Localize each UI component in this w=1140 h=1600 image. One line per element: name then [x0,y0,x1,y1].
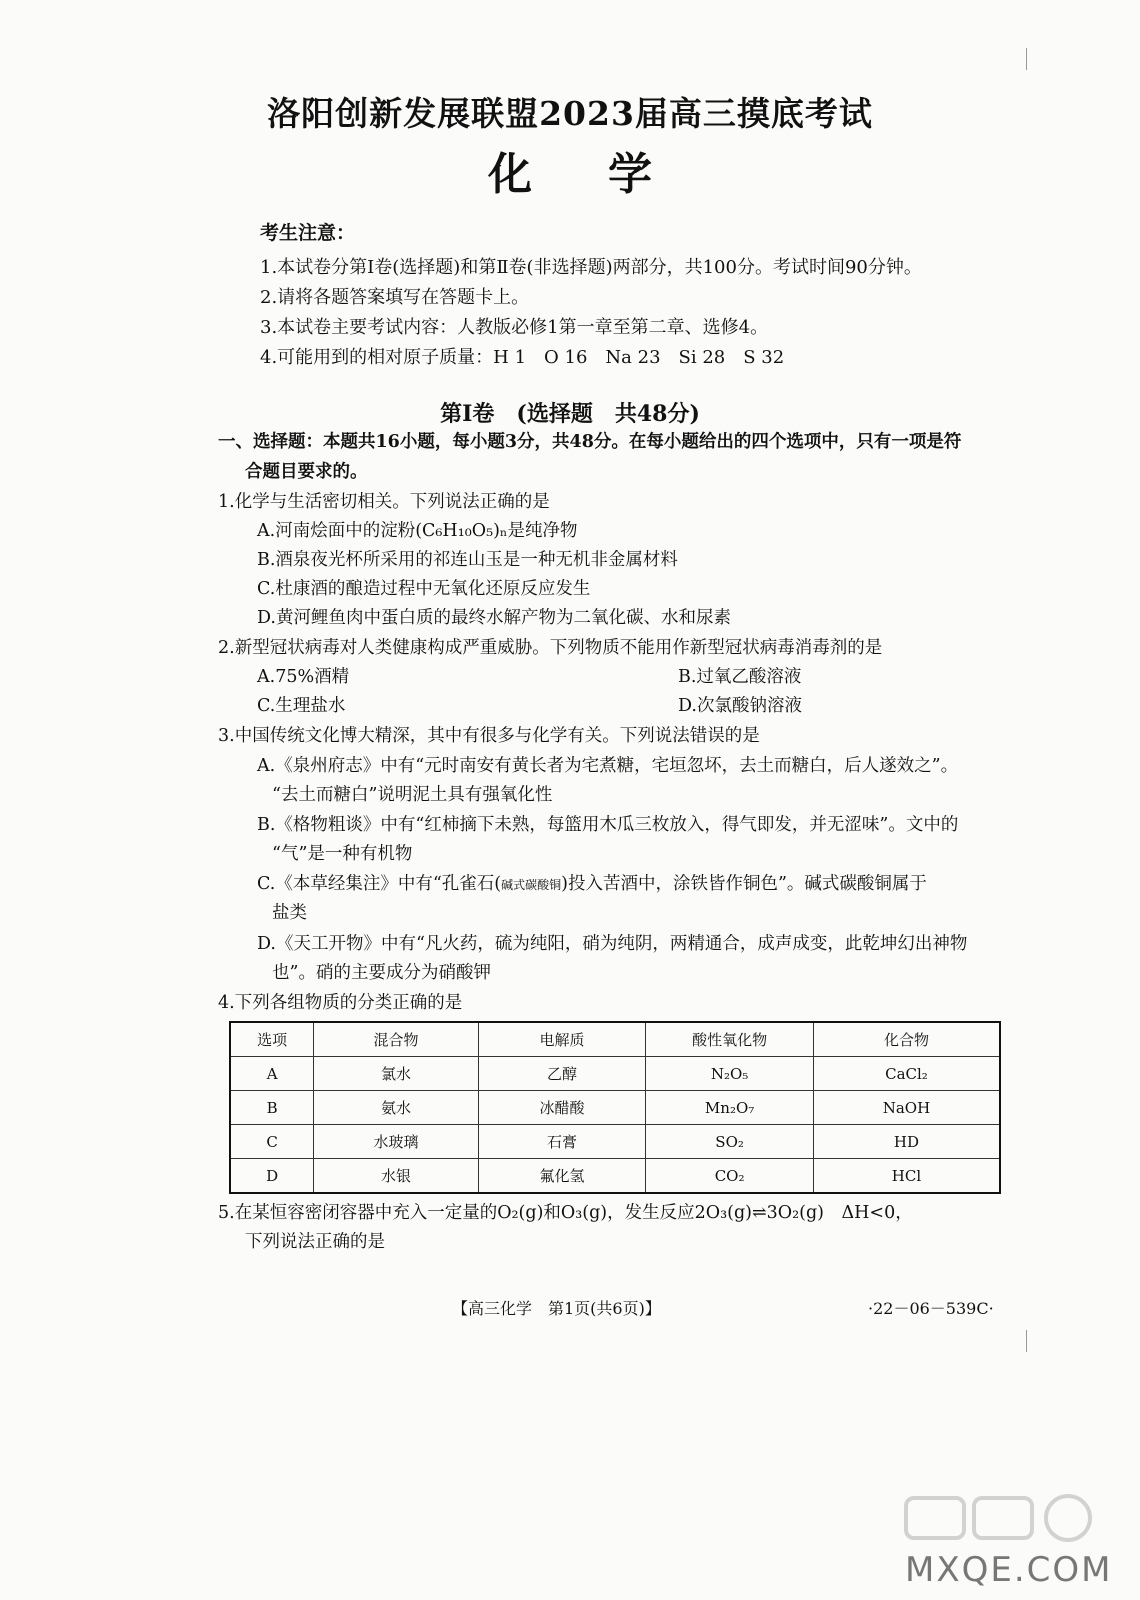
option-c-continued: 盐类 [272,903,307,923]
table-header: 电解质 [478,1022,646,1057]
table-row [230,1057,1000,1091]
table-cell: NaOH [813,1091,1000,1125]
scan-mark [1026,1330,1027,1352]
option-b: B.酒泉夜光杯所采用的祁连山玉是一种无机非金属材料 [257,550,678,570]
table-cell: 氟化氢 [478,1159,646,1194]
option-a: A.《泉州府志》中有“元时南安有黄长者为宅煮糖，宅垣忽坏，去土而糖白，后人遂效之”。 [257,756,959,776]
option-c-note: 碱式碳酸铜 [501,878,562,892]
option-a-continued: “去土而糖白”说明泥土具有强氧化性 [272,785,553,805]
subject-title: 化学 [488,149,728,200]
option-c: C.生理盐水 [257,696,346,716]
table-cell: SO₂ [646,1125,814,1159]
exam-title: 洛阳创新发展联盟2023届高三摸底考试 [267,94,873,133]
scan-mark [1026,48,1027,70]
option-a: A.75%酒精 [257,667,350,687]
notice-heading: 考生注意： [260,222,356,244]
table-header: 化合物 [813,1022,1000,1057]
table-cell: Mn₂O₇ [646,1091,814,1125]
notice-item: 2.请将各题答案填写在答题卡上。 [260,287,530,308]
table-row [230,1125,1000,1159]
table-row [230,1091,1000,1125]
option-c [257,870,927,899]
instruction-line: 合题目要求的。 [245,462,368,482]
table-header: 酸性氧化物 [646,1022,814,1057]
option-b: B.《格物粗谈》中有“红柿摘下未熟，每篮用木瓜三枚放入，得气即发，并无涩味”。文中的 [257,815,959,835]
option-c: C.杜康酒的酿造过程中无氧化还原反应发生 [257,579,591,599]
notice-item: 4.可能用到的相对原子质量：H 1 O 16 Na 23 Si 28 S 32 [260,347,785,368]
option-d: D.《天工开物》中有“凡火药，硫为纯阳，硝为纯阴，两精通合，成声成变，此乾坤幻出神物 [257,934,968,954]
option-b-continued: “气”是一种有机物 [272,844,413,864]
table-header-row [230,1022,1000,1057]
option-d: D.次氯酸钠溶液 [678,696,802,716]
table-cell: 水玻璃 [314,1125,479,1159]
option-c-text: C.《本草经集注》中有“孔雀石( [257,874,502,894]
table-cell: 水银 [314,1159,479,1194]
notice-item: 3.本试卷主要考试内容：人教版必修1第一章至第二章、选修4。 [260,317,769,338]
table-cell: 冰醋酸 [478,1091,646,1125]
instruction-line: 一、选择题：本题共16小题，每小题3分，共48分。在每小题给出的四个选项中，只有一项是符 [218,432,962,452]
table-cell: HD [813,1125,1000,1159]
table-cell: 氨水 [314,1091,479,1125]
candidate-notice [260,218,922,373]
table-cell: 乙醇 [478,1057,646,1091]
table-cell: CO₂ [646,1159,814,1194]
table-cell: 石膏 [478,1125,646,1159]
table-cell: C [230,1125,314,1159]
table-cell: HCl [813,1159,1000,1194]
option-d: D.黄河鲤鱼肉中蛋白质的最终水解产物为二氧化碳、水和尿素 [257,608,731,628]
table-cell: N₂O₅ [646,1057,814,1091]
option-c-text: )投入苦酒中，涂铁皆作铜色”。碱式碳酸铜属于 [561,874,927,894]
watermark-text: MXQE.COM [905,1550,1113,1590]
question-stem: 1.化学与生活密切相关。下列说法正确的是 [218,492,550,512]
table-cell: CaCl₂ [813,1057,1000,1091]
section-title: 第Ⅰ卷 (选择题 共48分) [440,401,700,427]
page-footer: 【高三化学 第1页(共6页)】 [452,1299,661,1318]
question-stem: 5.在某恒容密闭容器中充入一定量的O₂(g)和O₃(g)，发生反应2O₃(g)⇌3O₂(g) ΔH<0， [218,1203,913,1223]
table-cell: D [230,1159,314,1194]
table-cell: B [230,1091,314,1125]
question-stem: 4.下列各组物质的分类正确的是 [218,993,463,1013]
option-d-continued: 也”。硝的主要成分为硝酸钾 [272,963,491,983]
question-stem: 2.新型冠状病毒对人类健康构成严重威胁。下列物质不能用作新型冠状病毒消毒剂的是 [218,638,883,658]
table-header: 混合物 [314,1022,479,1057]
table-cell: A [230,1057,314,1091]
option-b: B.过氧乙酸溶液 [678,667,802,687]
classification-table [229,1021,1001,1194]
table-row [230,1159,1000,1194]
table-cell: 氯水 [314,1057,479,1091]
question-stem-continued: 下列说法正确的是 [245,1232,385,1252]
option-a: A.河南烩面中的淀粉(C₆H₁₀O₅)ₙ是纯净物 [257,521,578,541]
notice-item: 1.本试卷分第Ⅰ卷(选择题)和第Ⅱ卷(非选择题)两部分，共100分。考试时间90分钟。 [260,257,922,278]
table-header: 选项 [230,1022,314,1057]
paper-code: ·22－06－539C· [868,1299,994,1318]
question-stem: 3.中国传统文化博大精深，其中有很多与化学有关。下列说法错误的是 [218,726,760,746]
